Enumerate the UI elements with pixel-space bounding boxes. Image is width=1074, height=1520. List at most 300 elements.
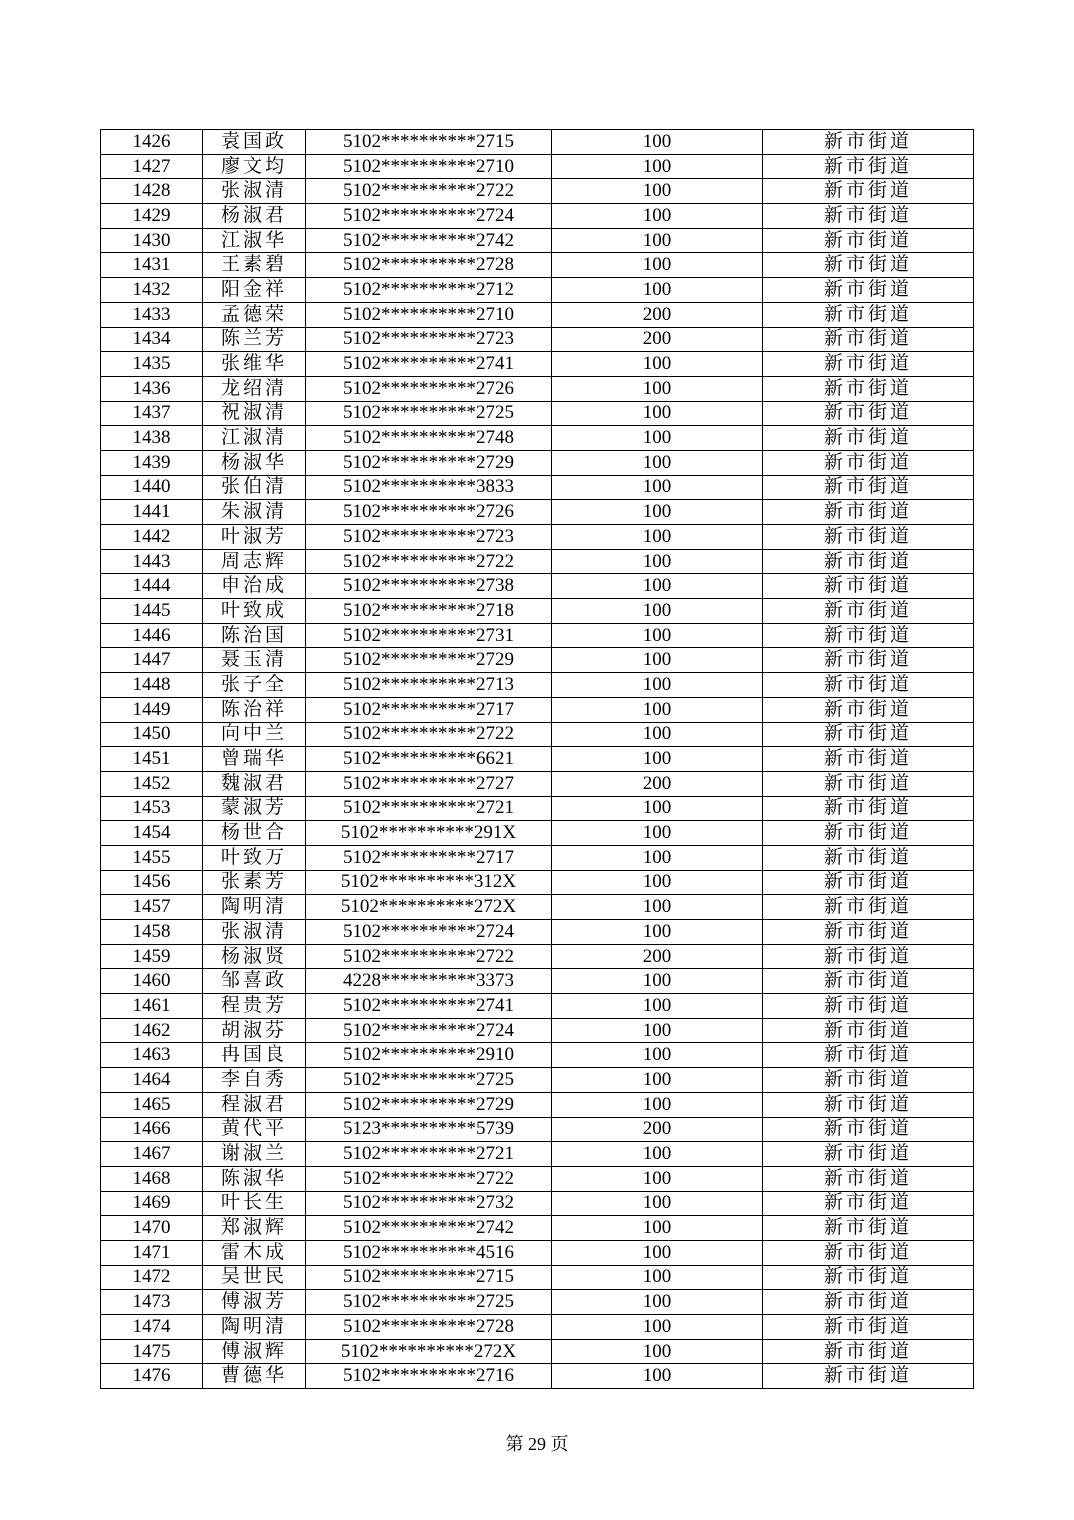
street-cell: 新市街道 (763, 179, 974, 204)
street-cell: 新市街道 (763, 623, 974, 648)
name-cell: 王素碧 (203, 253, 306, 278)
row-number-cell: 1455 (101, 845, 203, 870)
street-cell: 新市街道 (763, 450, 974, 475)
row-number-cell: 1435 (101, 352, 203, 377)
id-number-cell: 5102**********2717 (306, 697, 552, 722)
amount-cell: 200 (552, 327, 763, 352)
amount-cell: 100 (552, 130, 763, 155)
amount-cell: 100 (552, 1092, 763, 1117)
table-row (101, 302, 974, 327)
name-cell: 朱淑清 (203, 500, 306, 525)
table-row (101, 1142, 974, 1167)
row-number-cell: 1429 (101, 204, 203, 229)
street-cell: 新市街道 (763, 1018, 974, 1043)
row-number-cell: 1446 (101, 623, 203, 648)
street-cell: 新市街道 (763, 302, 974, 327)
id-number-cell: 5102**********2716 (306, 1364, 552, 1389)
name-cell: 陶明清 (203, 895, 306, 920)
name-cell: 张维华 (203, 352, 306, 377)
street-cell: 新市街道 (763, 771, 974, 796)
row-number-cell: 1458 (101, 920, 203, 945)
id-number-cell: 5102**********2722 (306, 944, 552, 969)
table-row (101, 278, 974, 303)
row-number-cell: 1432 (101, 278, 203, 303)
street-cell: 新市街道 (763, 1142, 974, 1167)
amount-cell: 100 (552, 1364, 763, 1389)
id-number-cell: 5102**********2731 (306, 623, 552, 648)
name-cell: 冉国良 (203, 1043, 306, 1068)
street-cell: 新市街道 (763, 574, 974, 599)
row-number-cell: 1461 (101, 994, 203, 1019)
table-row (101, 154, 974, 179)
table-row (101, 401, 974, 426)
id-number-cell: 5102**********2722 (306, 722, 552, 747)
street-cell: 新市街道 (763, 376, 974, 401)
amount-cell: 100 (552, 253, 763, 278)
name-cell: 陶明清 (203, 1315, 306, 1340)
name-cell: 申治成 (203, 574, 306, 599)
id-number-cell: 5102**********2715 (306, 1265, 552, 1290)
table-row (101, 1290, 974, 1315)
name-cell: 叶致成 (203, 599, 306, 624)
id-number-cell: 5102**********2725 (306, 1290, 552, 1315)
name-cell: 蒙淑芳 (203, 796, 306, 821)
row-number-cell: 1444 (101, 574, 203, 599)
row-number-cell: 1468 (101, 1166, 203, 1191)
row-number-cell: 1440 (101, 475, 203, 500)
id-number-cell: 5102**********2748 (306, 426, 552, 451)
row-number-cell: 1428 (101, 179, 203, 204)
row-number-cell: 1443 (101, 549, 203, 574)
street-cell: 新市街道 (763, 969, 974, 994)
table-row (101, 574, 974, 599)
table-row (101, 204, 974, 229)
street-cell: 新市街道 (763, 1043, 974, 1068)
row-number-cell: 1450 (101, 722, 203, 747)
name-cell: 叶淑芳 (203, 525, 306, 550)
table-row (101, 130, 974, 155)
amount-cell: 100 (552, 870, 763, 895)
id-number-cell: 5102**********2910 (306, 1043, 552, 1068)
street-cell: 新市街道 (763, 1216, 974, 1241)
amount-cell: 100 (552, 697, 763, 722)
amount-cell: 100 (552, 475, 763, 500)
street-cell: 新市街道 (763, 352, 974, 377)
name-cell: 孟德荣 (203, 302, 306, 327)
street-cell: 新市街道 (763, 1240, 974, 1265)
name-cell: 张子全 (203, 673, 306, 698)
amount-cell: 100 (552, 920, 763, 945)
row-number-cell: 1475 (101, 1339, 203, 1364)
page-number: 第 29 页 (505, 1434, 569, 1454)
row-number-cell: 1470 (101, 1216, 203, 1241)
name-cell: 廖文均 (203, 154, 306, 179)
name-cell: 曾瑞华 (203, 747, 306, 772)
row-number-cell: 1467 (101, 1142, 203, 1167)
roster-table-container (100, 129, 974, 1389)
row-number-cell: 1454 (101, 821, 203, 846)
amount-cell: 100 (552, 648, 763, 673)
table-row (101, 1265, 974, 1290)
id-number-cell: 5102**********6621 (306, 747, 552, 772)
roster-table-body (101, 130, 974, 1389)
table-row (101, 796, 974, 821)
row-number-cell: 1439 (101, 450, 203, 475)
amount-cell: 100 (552, 179, 763, 204)
row-number-cell: 1436 (101, 376, 203, 401)
id-number-cell: 5102**********2712 (306, 278, 552, 303)
amount-cell: 100 (552, 154, 763, 179)
amount-cell: 100 (552, 525, 763, 550)
id-number-cell: 5102**********2726 (306, 376, 552, 401)
street-cell: 新市街道 (763, 845, 974, 870)
row-number-cell: 1453 (101, 796, 203, 821)
street-cell: 新市街道 (763, 1364, 974, 1389)
row-number-cell: 1442 (101, 525, 203, 550)
id-number-cell: 5102**********2732 (306, 1191, 552, 1216)
row-number-cell: 1472 (101, 1265, 203, 1290)
id-number-cell: 5102**********2722 (306, 179, 552, 204)
name-cell: 龙绍清 (203, 376, 306, 401)
street-cell: 新市街道 (763, 895, 974, 920)
row-number-cell: 1426 (101, 130, 203, 155)
id-number-cell: 5102**********2725 (306, 1068, 552, 1093)
amount-cell: 100 (552, 747, 763, 772)
amount-cell: 100 (552, 796, 763, 821)
row-number-cell: 1462 (101, 1018, 203, 1043)
amount-cell: 100 (552, 895, 763, 920)
table-row (101, 771, 974, 796)
name-cell: 周志辉 (203, 549, 306, 574)
row-number-cell: 1471 (101, 1240, 203, 1265)
name-cell: 邹喜政 (203, 969, 306, 994)
amount-cell: 100 (552, 623, 763, 648)
table-row (101, 747, 974, 772)
table-row (101, 426, 974, 451)
row-number-cell: 1460 (101, 969, 203, 994)
street-cell: 新市街道 (763, 1092, 974, 1117)
street-cell: 新市街道 (763, 1117, 974, 1142)
row-number-cell: 1434 (101, 327, 203, 352)
table-row (101, 1315, 974, 1340)
name-cell: 谢淑兰 (203, 1142, 306, 1167)
street-cell: 新市街道 (763, 525, 974, 550)
table-row (101, 450, 974, 475)
id-number-cell: 5102**********2710 (306, 154, 552, 179)
amount-cell: 100 (552, 228, 763, 253)
row-number-cell: 1438 (101, 426, 203, 451)
name-cell: 郑淑辉 (203, 1216, 306, 1241)
row-number-cell: 1476 (101, 1364, 203, 1389)
row-number-cell: 1464 (101, 1068, 203, 1093)
amount-cell: 200 (552, 1117, 763, 1142)
row-number-cell: 1427 (101, 154, 203, 179)
table-row (101, 1166, 974, 1191)
table-row (101, 179, 974, 204)
table-row (101, 673, 974, 698)
row-number-cell: 1431 (101, 253, 203, 278)
street-cell: 新市街道 (763, 994, 974, 1019)
id-number-cell: 5102**********2721 (306, 1142, 552, 1167)
name-cell: 张伯清 (203, 475, 306, 500)
amount-cell: 100 (552, 1339, 763, 1364)
table-row (101, 1191, 974, 1216)
name-cell: 吴世民 (203, 1265, 306, 1290)
id-number-cell: 5102**********2723 (306, 327, 552, 352)
table-row (101, 1043, 974, 1068)
amount-cell: 100 (552, 673, 763, 698)
name-cell: 曹德华 (203, 1364, 306, 1389)
name-cell: 张淑清 (203, 920, 306, 945)
table-row (101, 870, 974, 895)
street-cell: 新市街道 (763, 500, 974, 525)
id-number-cell: 5102**********2741 (306, 994, 552, 1019)
amount-cell: 100 (552, 500, 763, 525)
amount-cell: 100 (552, 574, 763, 599)
row-number-cell: 1463 (101, 1043, 203, 1068)
id-number-cell: 5102**********2724 (306, 204, 552, 229)
amount-cell: 100 (552, 450, 763, 475)
amount-cell: 200 (552, 302, 763, 327)
amount-cell: 100 (552, 376, 763, 401)
id-number-cell: 5102**********291X (306, 821, 552, 846)
amount-cell: 100 (552, 1068, 763, 1093)
id-number-cell: 5102**********2742 (306, 228, 552, 253)
table-row (101, 1364, 974, 1389)
street-cell: 新市街道 (763, 549, 974, 574)
row-number-cell: 1430 (101, 228, 203, 253)
street-cell: 新市街道 (763, 327, 974, 352)
street-cell: 新市街道 (763, 722, 974, 747)
street-cell: 新市街道 (763, 920, 974, 945)
amount-cell: 100 (552, 352, 763, 377)
amount-cell: 100 (552, 549, 763, 574)
id-number-cell: 5102**********2724 (306, 1018, 552, 1043)
table-row (101, 648, 974, 673)
street-cell: 新市街道 (763, 648, 974, 673)
table-row (101, 697, 974, 722)
name-cell: 傅淑芳 (203, 1290, 306, 1315)
table-row (101, 722, 974, 747)
table-row (101, 253, 974, 278)
id-number-cell: 5102**********2722 (306, 549, 552, 574)
id-number-cell: 5102**********2729 (306, 1092, 552, 1117)
street-cell: 新市街道 (763, 697, 974, 722)
amount-cell: 100 (552, 845, 763, 870)
row-number-cell: 1433 (101, 302, 203, 327)
name-cell: 陈治国 (203, 623, 306, 648)
table-row (101, 500, 974, 525)
name-cell: 袁国政 (203, 130, 306, 155)
row-number-cell: 1445 (101, 599, 203, 624)
street-cell: 新市街道 (763, 426, 974, 451)
id-number-cell: 5102**********2715 (306, 130, 552, 155)
name-cell: 杨世合 (203, 821, 306, 846)
row-number-cell: 1466 (101, 1117, 203, 1142)
amount-cell: 100 (552, 1018, 763, 1043)
table-row (101, 1092, 974, 1117)
row-number-cell: 1474 (101, 1315, 203, 1340)
table-row (101, 1117, 974, 1142)
row-number-cell: 1452 (101, 771, 203, 796)
street-cell: 新市街道 (763, 1315, 974, 1340)
street-cell: 新市街道 (763, 228, 974, 253)
street-cell: 新市街道 (763, 1191, 974, 1216)
amount-cell: 200 (552, 771, 763, 796)
row-number-cell: 1465 (101, 1092, 203, 1117)
table-row (101, 969, 974, 994)
name-cell: 张素芳 (203, 870, 306, 895)
street-cell: 新市街道 (763, 673, 974, 698)
street-cell: 新市街道 (763, 796, 974, 821)
id-number-cell: 5102**********312X (306, 870, 552, 895)
name-cell: 江淑华 (203, 228, 306, 253)
id-number-cell: 4228**********3373 (306, 969, 552, 994)
table-row (101, 352, 974, 377)
street-cell: 新市街道 (763, 253, 974, 278)
name-cell: 杨淑君 (203, 204, 306, 229)
street-cell: 新市街道 (763, 401, 974, 426)
table-row (101, 1216, 974, 1241)
amount-cell: 100 (552, 821, 763, 846)
amount-cell: 100 (552, 969, 763, 994)
amount-cell: 100 (552, 1216, 763, 1241)
row-number-cell: 1441 (101, 500, 203, 525)
row-number-cell: 1456 (101, 870, 203, 895)
row-number-cell: 1447 (101, 648, 203, 673)
id-number-cell: 5102**********2742 (306, 1216, 552, 1241)
roster-table (100, 129, 974, 1389)
amount-cell: 100 (552, 1240, 763, 1265)
table-row (101, 845, 974, 870)
id-number-cell: 5102**********4516 (306, 1240, 552, 1265)
street-cell: 新市街道 (763, 870, 974, 895)
name-cell: 黄代平 (203, 1117, 306, 1142)
id-number-cell: 5102**********2726 (306, 500, 552, 525)
name-cell: 魏淑君 (203, 771, 306, 796)
id-number-cell: 5102**********3833 (306, 475, 552, 500)
row-number-cell: 1437 (101, 401, 203, 426)
street-cell: 新市街道 (763, 204, 974, 229)
id-number-cell: 5102**********2725 (306, 401, 552, 426)
table-row (101, 1339, 974, 1364)
id-number-cell: 5102**********2741 (306, 352, 552, 377)
street-cell: 新市街道 (763, 278, 974, 303)
table-row (101, 1240, 974, 1265)
name-cell: 叶致万 (203, 845, 306, 870)
name-cell: 胡淑芬 (203, 1018, 306, 1043)
amount-cell: 100 (552, 1166, 763, 1191)
street-cell: 新市街道 (763, 154, 974, 179)
amount-cell: 100 (552, 1142, 763, 1167)
id-number-cell: 5102**********2727 (306, 771, 552, 796)
row-number-cell: 1457 (101, 895, 203, 920)
name-cell: 聂玉清 (203, 648, 306, 673)
table-row (101, 525, 974, 550)
id-number-cell: 5102**********2722 (306, 1166, 552, 1191)
id-number-cell: 5102**********2729 (306, 648, 552, 673)
name-cell: 叶长生 (203, 1191, 306, 1216)
row-number-cell: 1451 (101, 747, 203, 772)
table-row (101, 376, 974, 401)
name-cell: 陈治祥 (203, 697, 306, 722)
name-cell: 陈兰芳 (203, 327, 306, 352)
name-cell: 傅淑辉 (203, 1339, 306, 1364)
table-row (101, 475, 974, 500)
table-row (101, 623, 974, 648)
name-cell: 祝淑清 (203, 401, 306, 426)
id-number-cell: 5102**********2717 (306, 845, 552, 870)
street-cell: 新市街道 (763, 1265, 974, 1290)
amount-cell: 100 (552, 1043, 763, 1068)
amount-cell: 100 (552, 722, 763, 747)
amount-cell: 100 (552, 1265, 763, 1290)
table-row (101, 821, 974, 846)
table-row (101, 920, 974, 945)
row-number-cell: 1473 (101, 1290, 203, 1315)
name-cell: 阳金祥 (203, 278, 306, 303)
row-number-cell: 1469 (101, 1191, 203, 1216)
street-cell: 新市街道 (763, 821, 974, 846)
street-cell: 新市街道 (763, 1339, 974, 1364)
id-number-cell: 5102**********2713 (306, 673, 552, 698)
street-cell: 新市街道 (763, 1068, 974, 1093)
street-cell: 新市街道 (763, 599, 974, 624)
id-number-cell: 5102**********2721 (306, 796, 552, 821)
amount-cell: 100 (552, 599, 763, 624)
table-row (101, 228, 974, 253)
amount-cell: 100 (552, 426, 763, 451)
id-number-cell: 5102**********2710 (306, 302, 552, 327)
street-cell: 新市街道 (763, 475, 974, 500)
name-cell: 杨淑贤 (203, 944, 306, 969)
street-cell: 新市街道 (763, 747, 974, 772)
name-cell: 向中兰 (203, 722, 306, 747)
row-number-cell: 1449 (101, 697, 203, 722)
table-row (101, 944, 974, 969)
street-cell: 新市街道 (763, 1290, 974, 1315)
id-number-cell: 5102**********2718 (306, 599, 552, 624)
table-row (101, 895, 974, 920)
amount-cell: 100 (552, 401, 763, 426)
street-cell: 新市街道 (763, 944, 974, 969)
name-cell: 雷木成 (203, 1240, 306, 1265)
table-row (101, 549, 974, 574)
amount-cell: 100 (552, 204, 763, 229)
street-cell: 新市街道 (763, 1166, 974, 1191)
id-number-cell: 5102**********2729 (306, 450, 552, 475)
id-number-cell: 5102**********2728 (306, 1315, 552, 1340)
amount-cell: 100 (552, 1315, 763, 1340)
row-number-cell: 1459 (101, 944, 203, 969)
id-number-cell: 5102**********2723 (306, 525, 552, 550)
table-row (101, 1068, 974, 1093)
name-cell: 杨淑华 (203, 450, 306, 475)
name-cell: 江淑清 (203, 426, 306, 451)
amount-cell: 100 (552, 1191, 763, 1216)
street-cell: 新市街道 (763, 130, 974, 155)
id-number-cell: 5102**********2738 (306, 574, 552, 599)
id-number-cell: 5102**********272X (306, 895, 552, 920)
table-row (101, 327, 974, 352)
table-row (101, 994, 974, 1019)
id-number-cell: 5102**********2724 (306, 920, 552, 945)
amount-cell: 100 (552, 278, 763, 303)
id-number-cell: 5102**********2728 (306, 253, 552, 278)
name-cell: 张淑清 (203, 179, 306, 204)
name-cell: 程贵芳 (203, 994, 306, 1019)
id-number-cell: 5102**********272X (306, 1339, 552, 1364)
